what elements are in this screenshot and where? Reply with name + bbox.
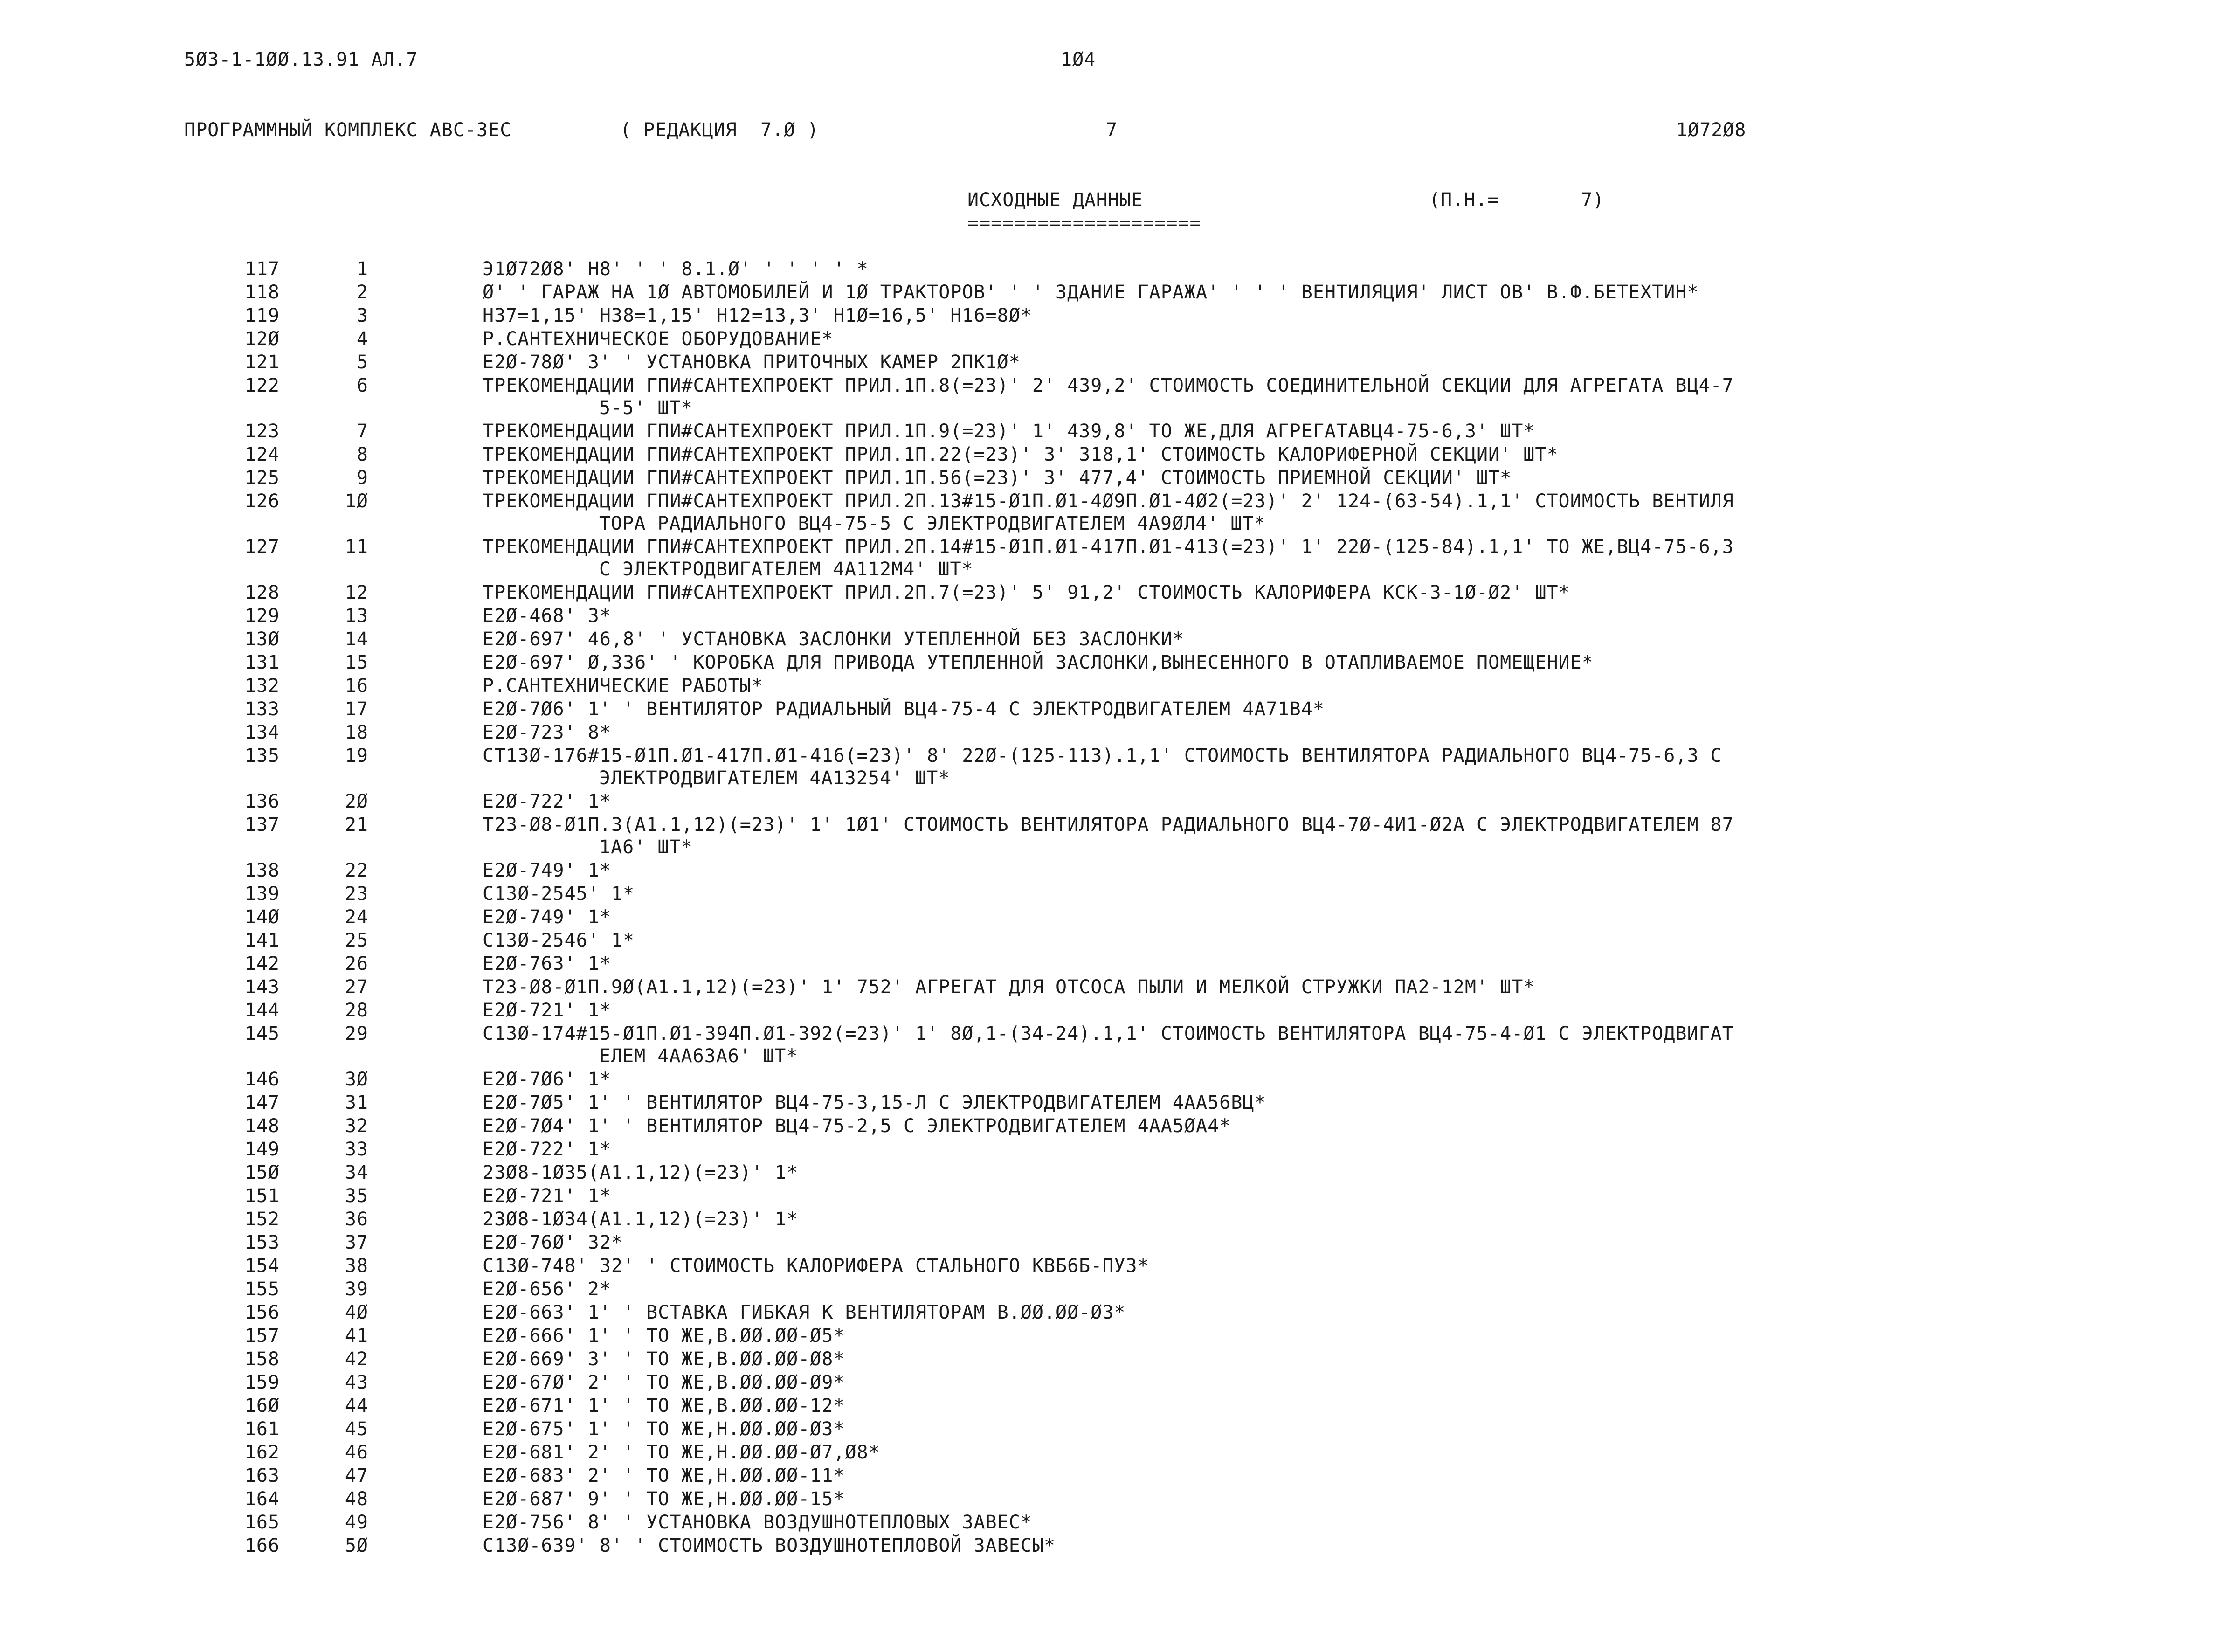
sheet-number: 7: [1106, 119, 1118, 141]
line-number: 132: [244, 675, 280, 697]
record-text: [483, 883, 1998, 905]
line-number: 155: [244, 1279, 280, 1300]
record-text-line: Е2Ø-721' 1*: [483, 1185, 611, 1207]
record-text: [483, 906, 1998, 928]
listing-row: [0, 1092, 2230, 1115]
page-number: 1Ø4: [1061, 49, 1096, 70]
record-text: [483, 351, 1998, 373]
line-number: 124: [244, 444, 280, 465]
record-text-line: С13Ø-639' 8' ' СТОИМОСТЬ ВОЗДУШНОТЕПЛОВОЙ ЗАВЕСЫ*: [483, 1535, 1056, 1556]
line-number: 163: [244, 1465, 280, 1486]
section-title-underline: ====================: [967, 213, 1201, 234]
record-text-line: С13Ø-2545' 1*: [483, 883, 635, 905]
record-text-line: Е2Ø-723' 8*: [483, 722, 611, 743]
listing-row: [0, 745, 2230, 790]
record-text: [483, 281, 1998, 304]
record-index: 21: [345, 814, 368, 836]
record-text-line: Е2Ø-756' 8' ' УСТАНОВКА ВОЗДУШНОТЕПЛОВЫХ ЗАВЕС*: [483, 1512, 1032, 1533]
record-text-line: Е2Ø-78Ø' 3' ' УСТАНОВКА ПРИТОЧНЫХ КАМЕР 2ПК1Ø*: [483, 352, 1021, 373]
line-number: 156: [244, 1302, 280, 1323]
listing-row: [0, 883, 2230, 906]
record-text-line: С13Ø-748' 32' ' СТОИМОСТЬ КАЛОРИФЕРА СТАЛЬНОГО КВБ6Б-ПУ3*: [483, 1255, 1149, 1277]
record-index: 13: [345, 605, 368, 627]
record-text: [483, 420, 1998, 442]
listing-row: [0, 1348, 2230, 1371]
line-number: 131: [244, 652, 280, 673]
listing-row: [0, 814, 2230, 859]
line-number: 12Ø: [244, 328, 280, 350]
record-text-line: 23Ø8-1Ø34(А1.1,12)(=23)' 1*: [483, 1209, 799, 1230]
line-number: 145: [244, 1023, 280, 1044]
record-text-line: ТРЕКОМЕНДАЦИИ ГПИ#САНТЕХПРОЕКТ ПРИЛ.1П.56(=23)' 3' 477,4' СТОИМОСТЬ ПРИЕМНОЙ СЕКЦИИ' ШТ*: [483, 467, 1512, 489]
listing-row: [0, 1465, 2230, 1488]
listing-row: [0, 1534, 2230, 1558]
record-text-line: Е2Ø-671' 1' ' ТО ЖЕ,В.ØØ.ØØ-12*: [483, 1395, 845, 1417]
line-number: 123: [244, 421, 280, 442]
record-text: [483, 1348, 1998, 1370]
line-number: 134: [244, 722, 280, 743]
record-text-line: Е2Ø-76Ø' 32*: [483, 1232, 623, 1253]
section-pn: (П.Н.= 7): [1429, 189, 1605, 211]
job-number: 1Ø72Ø8: [1676, 119, 1747, 141]
listing-row: [0, 1418, 2230, 1441]
record-text-line: ТРЕКОМЕНДАЦИИ ГПИ#САНТЕХПРОЕКТ ПРИЛ.1П.22(=23)' 3' 318,1' СТОИМОСТЬ КАЛОРИФЕРНОЙ СЕКЦИИ' ШТ*: [483, 444, 1559, 465]
listing-row: [0, 1023, 2230, 1068]
record-text-line: 23Ø8-1Ø35(А1.1,12)(=23)' 1*: [483, 1162, 799, 1183]
line-number: 16Ø: [244, 1395, 280, 1417]
record-index: 22: [345, 860, 368, 881]
line-number: 153: [244, 1232, 280, 1253]
record-text: [483, 258, 1998, 280]
record-text-line: Е2Ø-663' 1' ' ВСТАВКА ГИБКАЯ К ВЕНТИЛЯТОРАМ В.ØØ.ØØ-Ø3*: [483, 1302, 1126, 1323]
record-text-line: Н37=1,15' Н38=1,15' Н12=13,3' Н1Ø=16,5' Н16=8Ø*: [483, 305, 1032, 326]
record-text: [483, 1023, 1998, 1067]
record-text: [483, 304, 1998, 327]
listing-row: [0, 1138, 2230, 1161]
record-text: [483, 1138, 1998, 1161]
listing-row: [0, 443, 2230, 467]
program-edition: ( РЕДАКЦИЯ 7.Ø ): [620, 119, 819, 141]
section-title: ИСХОДНЫЕ ДАННЫЕ: [967, 189, 1143, 211]
record-index: 24: [345, 906, 368, 928]
record-text-line: Е2Ø-763' 1*: [483, 953, 611, 975]
listing-row: [0, 953, 2230, 976]
record-index: 4Ø: [345, 1302, 368, 1323]
record-index: 36: [345, 1209, 368, 1230]
record-text: [483, 651, 1998, 674]
line-number: 117: [244, 258, 280, 280]
record-text-line: Е2Ø-7Ø5' 1' ' ВЕНТИЛЯТОР ВЦ4-75-3,15-Л С ЭЛЕКТРОДВИГАТЕЛЕМ 4АА56ВЦ*: [483, 1092, 1266, 1113]
line-number: 14Ø: [244, 906, 280, 928]
listing-row: [0, 929, 2230, 953]
record-text-line: СТ13Ø-176#15-Ø1П.Ø1-417П.Ø1-416(=23)' 8' 22Ø-(125-113).1,1' СТОИМОСТЬ ВЕНТИЛЯТОРА РАДИАЛЬНОГО ВЦ4-75-6,3 С: [483, 745, 1722, 767]
record-text-line: Ø' ' ГАРАЖ НА 1Ø АВТОМОБИЛЕЙ И 1Ø ТРАКТОРОВ' ' ' ЗДАНИЕ ГАРАЖА' ' ' ' ВЕНТИЛЯЦИЯ' ЛИСТ ОВ' В.Ф.БЕТЕХТИН*: [483, 282, 1699, 303]
record-index: 49: [345, 1512, 368, 1533]
line-number: 138: [244, 860, 280, 881]
record-text-line: Е2Ø-697' Ø,336' ' КОРОБКА ДЛЯ ПРИВОДА УТЕПЛЕННОЙ ЗАСЛОНКИ,ВЫНЕСЕННОГО В ОТАПЛИВАЕМОЕ ПОМЕЩЕНИЕ*: [483, 652, 1594, 673]
line-number: 166: [244, 1535, 280, 1556]
listing-row: [0, 1231, 2230, 1255]
listing-row: [0, 1068, 2230, 1092]
listing-row: [0, 1278, 2230, 1301]
record-text-line: Р.САНТЕХНИЧЕСКИЕ РАБОТЫ*: [483, 675, 763, 697]
record-text-line: Е2Ø-666' 1' ' ТО ЖЕ,В.ØØ.ØØ-Ø5*: [483, 1325, 845, 1347]
record-text-line: Е2Ø-67Ø' 2' ' ТО ЖЕ,В.ØØ.ØØ-Ø9*: [483, 1372, 845, 1393]
line-number: 122: [244, 375, 280, 396]
line-number: 136: [244, 791, 280, 812]
listing-row: [0, 1488, 2230, 1511]
record-index: 35: [345, 1185, 368, 1207]
source-data-listing: [0, 258, 2230, 1558]
record-index: 23: [345, 883, 368, 905]
listing-row: [0, 721, 2230, 745]
record-index: 15: [345, 652, 368, 673]
record-text-line: Е2Ø-669' 3' ' ТО ЖЕ,В.ØØ.ØØ-Ø8*: [483, 1348, 845, 1370]
record-index: 16: [345, 675, 368, 697]
record-index: 2: [356, 282, 368, 303]
record-text: [483, 581, 1998, 604]
record-text-line: Е2Ø-7Ø6' 1*: [483, 1069, 611, 1090]
listing-row: [0, 304, 2230, 328]
record-text: [483, 790, 1998, 813]
record-index: 12: [345, 582, 368, 603]
record-index: 43: [345, 1372, 368, 1393]
record-text-line: ТРЕКОМЕНДАЦИИ ГПИ#САНТЕХПРОЕКТ ПРИЛ.2П.14#15-Ø1П.Ø1-417П.Ø1-413(=23)' 1' 22Ø-(125-84).1,1' ТО ЖЕ,ВЦ4-75-6,3: [483, 536, 1734, 558]
line-number: 129: [244, 605, 280, 627]
listing-row: [0, 698, 2230, 721]
record-text: [483, 1092, 1998, 1114]
record-index: 18: [345, 722, 368, 743]
listing-row: [0, 1371, 2230, 1395]
record-text-line: Е2Ø-468' 3*: [483, 605, 611, 627]
record-text: [483, 1301, 1998, 1324]
record-text: [483, 536, 1998, 581]
record-text-continuation: ЭЛЕКТРОДВИГАТЕЛЕМ 4А13254' ШТ*: [599, 767, 950, 789]
record-text: [483, 1161, 1998, 1184]
listing-row: [0, 651, 2230, 675]
record-index: 6: [356, 375, 368, 396]
record-index: 31: [345, 1092, 368, 1113]
record-index: 9: [356, 467, 368, 489]
record-text: [483, 1418, 1998, 1440]
listing-row: [0, 628, 2230, 651]
record-text: [483, 698, 1998, 720]
record-text-line: Е2Ø-697' 46,8' ' УСТАНОВКА ЗАСЛОНКИ УТЕПЛЕННОЙ БЕЗ ЗАСЛОНКИ*: [483, 629, 1184, 650]
record-text: [483, 1185, 1998, 1207]
listing-row: [0, 1441, 2230, 1465]
record-text-line: Т23-Ø8-Ø1П.3(А1.1,12)(=23)' 1' 1Ø1' СТОИМОСТЬ ВЕНТИЛЯТОРА РАДИАЛЬНОГО ВЦ4-7Ø-4И1-Ø2А С ЭЛЕКТРОДВИГАТЕЛЕМ 87: [483, 814, 1734, 836]
line-number: 137: [244, 814, 280, 836]
line-number: 161: [244, 1418, 280, 1440]
line-number: 148: [244, 1115, 280, 1137]
record-index: 32: [345, 1115, 368, 1137]
record-text: [483, 1488, 1998, 1510]
line-number: 149: [244, 1139, 280, 1160]
listing-row: [0, 374, 2230, 420]
record-index: 3: [356, 305, 368, 326]
record-text-line: Э1Ø72Ø8' Н8' ' ' 8.1.Ø' ' ' ' ' *: [483, 258, 869, 280]
record-text-line: Е2Ø-721' 1*: [483, 1000, 611, 1021]
record-text-line: Е2Ø-722' 1*: [483, 791, 611, 812]
line-number: 126: [244, 491, 280, 512]
listing-row: [0, 420, 2230, 443]
line-number: 165: [244, 1512, 280, 1533]
record-text: [483, 721, 1998, 744]
listing-row: [0, 790, 2230, 814]
line-number: 125: [244, 467, 280, 489]
record-index: 28: [345, 1000, 368, 1021]
record-text-line: Е2Ø-7Ø6' 1' ' ВЕНТИЛЯТОР РАДИАЛЬНЫЙ ВЦ4-75-4 С ЭЛЕКТРОДВИГАТЕЛЕМ 4А71В4*: [483, 698, 1325, 720]
listing-row: [0, 605, 2230, 628]
record-text-line: Е2Ø-687' 9' ' ТО ЖЕ,Н.ØØ.ØØ-15*: [483, 1488, 845, 1510]
record-text: [483, 628, 1998, 650]
listing-row: [0, 999, 2230, 1023]
record-text-line: Е2Ø-675' 1' ' ТО ЖЕ,Н.ØØ.ØØ-Ø3*: [483, 1418, 845, 1440]
record-text: [483, 1465, 1998, 1487]
line-number: 146: [244, 1069, 280, 1090]
record-text-continuation: ТОРА РАДИАЛЬНОГО ВЦ4-75-5 С ЭЛЕКТРОДВИГАТЕЛЕМ 4А9ØЛ4' ШТ*: [599, 513, 1266, 534]
record-index: 46: [345, 1442, 368, 1463]
record-index: 27: [345, 976, 368, 998]
listing-row: [0, 1325, 2230, 1348]
listing-row: [0, 1185, 2230, 1208]
record-text-line: Е2Ø-681' 2' ' ТО ЖЕ,Н.ØØ.ØØ-Ø7,Ø8*: [483, 1442, 880, 1463]
listing-row: [0, 581, 2230, 605]
record-index: 1: [356, 258, 368, 280]
record-index: 37: [345, 1232, 368, 1253]
line-number: 142: [244, 953, 280, 975]
record-text-continuation: 5-5' ШТ*: [599, 397, 693, 419]
listing-row: [0, 328, 2230, 351]
line-number: 157: [244, 1325, 280, 1347]
line-number: 135: [244, 745, 280, 767]
record-text-line: ТРЕКОМЕНДАЦИИ ГПИ#САНТЕХПРОЕКТ ПРИЛ.2П.7(=23)' 5' 91,2' СТОИМОСТЬ КАЛОРИФЕРА КСК-3-1Ø-Ø2' ШТ*: [483, 582, 1570, 603]
record-index: 19: [345, 745, 368, 767]
line-number: 118: [244, 282, 280, 303]
record-index: 42: [345, 1348, 368, 1370]
listing-row: [0, 1511, 2230, 1534]
record-text: [483, 443, 1998, 466]
program-name: ПРОГРАММНЫЙ КОМПЛЕКС АВС-3ЕС: [184, 119, 512, 141]
record-text: [483, 999, 1998, 1022]
line-number: 119: [244, 305, 280, 326]
record-index: 8: [356, 444, 368, 465]
listing-row: [0, 536, 2230, 581]
record-text: [483, 328, 1998, 350]
record-text: [483, 1511, 1998, 1534]
record-text-continuation: С ЭЛЕКТРОДВИГАТЕЛЕМ 4А112М4' ШТ*: [599, 559, 973, 580]
record-text-line: Т23-Ø8-Ø1П.9Ø(А1.1,12)(=23)' 1' 752' АГРЕГАТ ДЛЯ ОТСОСА ПЫЛИ И МЕЛКОЙ СТРУЖКИ ПА2-12М' ШТ*: [483, 976, 1535, 998]
record-index: 29: [345, 1023, 368, 1044]
listing-row: [0, 1301, 2230, 1325]
listing-row: [0, 1208, 2230, 1231]
line-number: 13Ø: [244, 629, 280, 650]
line-number: 141: [244, 930, 280, 951]
listing-row: [0, 281, 2230, 304]
record-text-line: Е2Ø-722' 1*: [483, 1139, 611, 1160]
record-text: [483, 1395, 1998, 1417]
record-index: 5Ø: [345, 1535, 368, 1556]
record-text: [483, 745, 1998, 789]
listing-row: [0, 1161, 2230, 1185]
listing-row: [0, 490, 2230, 536]
record-text-continuation: 1А6' ШТ*: [599, 836, 693, 858]
record-text-line: С13Ø-2546' 1*: [483, 930, 635, 951]
line-number: 152: [244, 1209, 280, 1230]
record-index: 33: [345, 1139, 368, 1160]
record-text: [483, 605, 1998, 627]
record-text-line: Е2Ø-749' 1*: [483, 860, 611, 881]
line-number: 143: [244, 976, 280, 998]
record-text: [483, 374, 1998, 419]
record-text: [483, 490, 1998, 535]
record-index: 45: [345, 1418, 368, 1440]
record-index: 39: [345, 1279, 368, 1300]
line-number: 162: [244, 1442, 280, 1463]
record-index: 25: [345, 930, 368, 951]
record-text: [483, 1255, 1998, 1277]
document-id: 5Ø3-1-1ØØ.13.91 АЛ.7: [184, 49, 418, 70]
listing-row: [0, 976, 2230, 999]
record-index: 1Ø: [345, 491, 368, 512]
record-text: [483, 467, 1998, 489]
record-text-line: ТРЕКОМЕНДАЦИИ ГПИ#САНТЕХПРОЕКТ ПРИЛ.1П.9(=23)' 1' 439,8' ТО ЖЕ,ДЛЯ АГРЕГАТАВЦ4-75-6,3' ШТ*: [483, 421, 1535, 442]
record-text: [483, 1371, 1998, 1394]
record-index: 48: [345, 1488, 368, 1510]
record-text-line: Е2Ø-7Ø4' 1' ' ВЕНТИЛЯТОР ВЦ4-75-2,5 С ЭЛЕКТРОДВИГАТЕЛЕМ 4АА5ØА4*: [483, 1115, 1231, 1137]
record-index: 38: [345, 1255, 368, 1277]
listing-row: [0, 1255, 2230, 1278]
listing-row: [0, 1395, 2230, 1418]
record-text-line: Р.САНТЕХНИЧЕСКОЕ ОБОРУДОВАНИЕ*: [483, 328, 834, 350]
record-text: [483, 1325, 1998, 1347]
line-number: 151: [244, 1185, 280, 1207]
record-text-line: С13Ø-174#15-Ø1П.Ø1-394П.Ø1-392(=23)' 1' 8Ø,1-(34-24).1,1' СТОИМОСТЬ ВЕНТИЛЯТОРА ВЦ4-75-4-Ø1 С ЭЛЕКТРОДВИГАТ: [483, 1023, 1734, 1044]
record-index: 34: [345, 1162, 368, 1183]
line-number: 159: [244, 1372, 280, 1393]
record-index: 2Ø: [345, 791, 368, 812]
listing-row: [0, 675, 2230, 698]
record-text: [483, 859, 1998, 882]
record-text: [483, 1231, 1998, 1254]
line-number: 15Ø: [244, 1162, 280, 1183]
record-text: [483, 1278, 1998, 1300]
listing-row: [0, 859, 2230, 883]
line-number: 158: [244, 1348, 280, 1370]
record-index: 7: [356, 421, 368, 442]
record-index: 5: [356, 352, 368, 373]
line-number: 144: [244, 1000, 280, 1021]
listing-row: [0, 258, 2230, 281]
record-text-line: Е2Ø-749' 1*: [483, 906, 611, 928]
record-text: [483, 675, 1998, 697]
line-number: 147: [244, 1092, 280, 1113]
record-text: [483, 929, 1998, 952]
record-index: 3Ø: [345, 1069, 368, 1090]
record-index: 14: [345, 629, 368, 650]
record-text: [483, 1208, 1998, 1230]
record-text-line: ТРЕКОМЕНДАЦИИ ГПИ#САНТЕХПРОЕКТ ПРИЛ.1П.8(=23)' 2' 439,2' СТОИМОСТЬ СОЕДИНИТЕЛЬНОЙ СЕКЦИИ ДЛЯ АГРЕГАТА ВЦ4-7: [483, 375, 1734, 396]
record-index: 44: [345, 1395, 368, 1417]
record-index: 47: [345, 1465, 368, 1486]
line-number: 139: [244, 883, 280, 905]
record-text: [483, 814, 1998, 858]
record-text: [483, 1068, 1998, 1091]
record-text: [483, 1534, 1998, 1557]
record-text-line: Е2Ø-656' 2*: [483, 1279, 611, 1300]
line-number: 128: [244, 582, 280, 603]
line-number: 133: [244, 698, 280, 720]
listing-row: [0, 1115, 2230, 1138]
record-text-line: Е2Ø-683' 2' ' ТО ЖЕ,Н.ØØ.ØØ-11*: [483, 1465, 845, 1486]
record-index: 4: [356, 328, 368, 350]
line-number: 121: [244, 352, 280, 373]
record-index: 41: [345, 1325, 368, 1347]
listing-row: [0, 906, 2230, 929]
record-text-line: ТРЕКОМЕНДАЦИИ ГПИ#САНТЕХПРОЕКТ ПРИЛ.2П.13#15-Ø1П.Ø1-4Ø9П.Ø1-4Ø2(=23)' 2' 124-(63-54).1,1' СТОИМОСТЬ ВЕНТИЛЯ: [483, 491, 1734, 512]
line-number: 164: [244, 1488, 280, 1510]
record-index: 11: [345, 536, 368, 558]
line-number: 127: [244, 536, 280, 558]
record-text: [483, 1441, 1998, 1464]
listing-row: [0, 351, 2230, 374]
record-index: 26: [345, 953, 368, 975]
record-text: [483, 976, 1998, 998]
record-text-continuation: ЕЛЕМ 4АА63А6' ШТ*: [599, 1045, 798, 1067]
record-index: 17: [345, 698, 368, 720]
listing-row: [0, 467, 2230, 490]
record-text: [483, 953, 1998, 975]
line-number: 154: [244, 1255, 280, 1277]
record-text: [483, 1115, 1998, 1137]
